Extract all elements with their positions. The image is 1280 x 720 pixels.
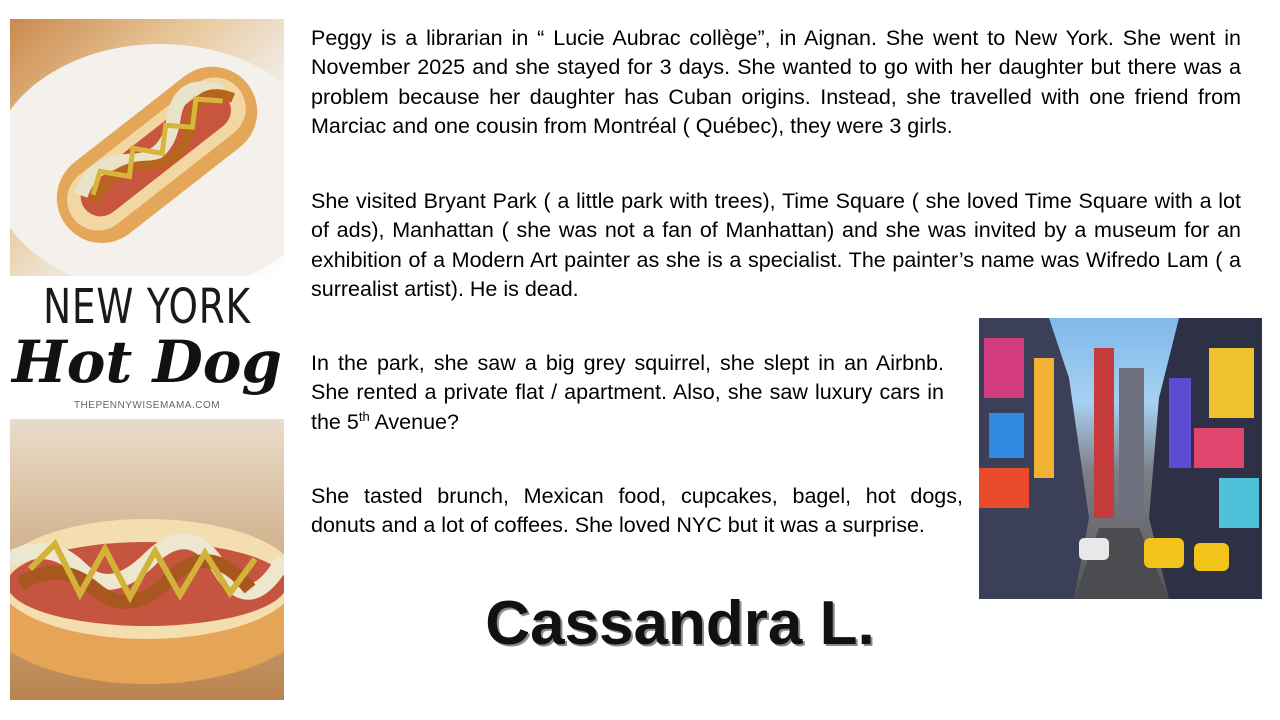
- hot-dog-photo-bottom: [10, 419, 284, 700]
- paragraph-park: [311, 349, 944, 437]
- paragraph-park-end: Avenue?: [369, 409, 459, 434]
- paragraph-visits: She visited Bryant Park ( a little park with trees), Time Square ( she loved Time Square with a lot of ads), Manhattan ( she was not a fan of Manhattan) and she was invited by a museum for an exhibition of a Modern Art painter as she is a specialist. The painter’s name was Wifredo Lam ( a surrealist artist). He is dead.: [311, 189, 1241, 301]
- paragraph-food: She tasted brunch, Mexican food, cupcakes, bagel, hot dogs, donuts and a lot of coffees. She loved NYC but it was a surprise.: [311, 484, 963, 538]
- poster-title-new-york: NEW YORK: [43, 279, 251, 335]
- ordinal-suffix: th: [358, 408, 370, 424]
- hot-dog-photo-top: [10, 19, 284, 276]
- poster-title-hot-dog: Hot Dog: [11, 328, 282, 396]
- paragraph-park-text: In the park, she saw a big grey squirrel, she slept in an Airbnb. She rented a private flat / apartment. Also, she saw luxury cars in the 5: [311, 351, 944, 434]
- hot-dog-poster-image: [10, 19, 284, 700]
- author-signature: Cassandra L.: [485, 589, 875, 658]
- poster-source-credit: THEPENNYWISEMAMA.COM: [73, 400, 221, 411]
- paragraph-intro: Peggy is a librarian in “ Lucie Aubrac collège”, in Aignan. She went to New York. She went in November 2025 and she stayed for 3 days. She wanted to go with her daughter but there was a problem because her daughter has Cuban origins. Instead, she travelled with one friend from Marciac and one cousin from Montréal ( Québec), they were 3 girls.: [311, 26, 1241, 138]
- times-square-photo: [979, 318, 1262, 599]
